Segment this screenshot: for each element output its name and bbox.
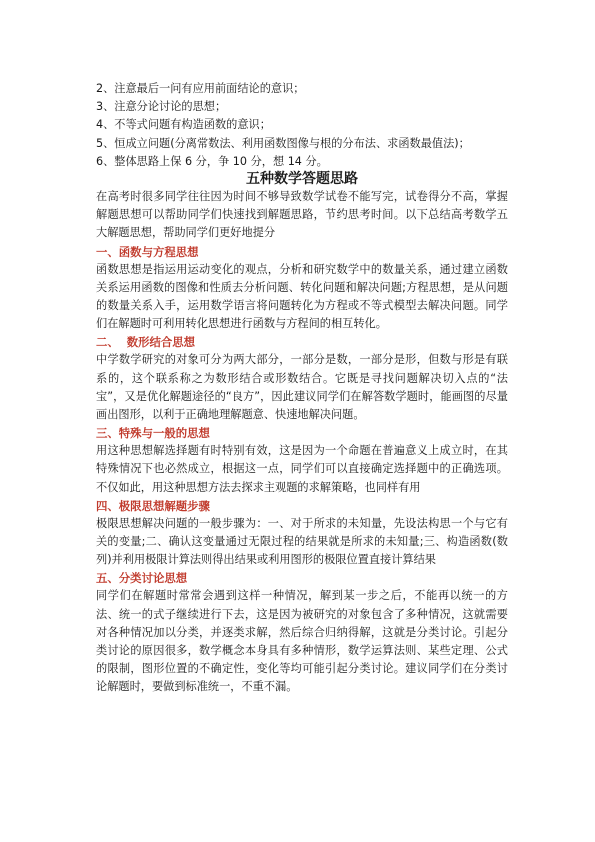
section-heading: 三、特殊与一般的思想 [96, 426, 210, 441]
section-classification [96, 569, 508, 696]
section-limit [96, 497, 508, 570]
section-body: 极限思想解决问题的一般步骤为：一、对于所求的未知量，先设法构思一个与它有关的变量;二、确认这变量通过无限过程的结果就是所求的未知量;三、构造函数(数列)并利用极限计算法则得出结果或利用图形的极限位置直接计算结果 [96, 516, 508, 567]
section-number-shape [96, 333, 508, 424]
section-body: 函数思想是指运用运动变化的观点，分析和研究数学中的数量关系，通过建立函数关系运用函数的图像和性质去分析问题、转化问题和解决问题;方程思想，是从问题的数量关系入手，运用数学语言将问题转化为方程或不等式模型去解决问题。同学们在解题时可利用转化思想进行函数与方程间的相互转化。 [96, 262, 508, 331]
list-item: 2、注意最后一问有应用前面结论的意识； [96, 82, 305, 95]
numbered-list [96, 80, 508, 171]
section-heading: 二、 数形结合思想 [96, 335, 196, 350]
section-heading: 一、函数与方程思想 [96, 244, 199, 259]
section-special-general [96, 424, 508, 497]
section-body: 同学们在解题时常常会遇到这样一种情况，解到某一步之后，不能再以统一的方法、统一的式子继续进行下去，这是因为被研究的对象包含了多种情况，这就需要对各种情况加以分类，并逐类求解，然后综合归纳得解，这就是分类讨论。引起分类讨论的原因很多，数学概念本身具有多种情形，数学运算法则、某些定理、公式的限制，图形位置的不确定性，变化等均可能引起分类讨论。建议同学们在分类讨论解题时，要做到标准统一，不重不漏。 [96, 589, 508, 694]
section-body: 用这种思想解选择题有时特别有效，这是因为一个命题在普遍意义上成立时，在其特殊情况下也必然成立，根据这一点，同学们可以直接确定选择题中的正确选项。不仅如此，用这种思想方法去探求主观题的求解策略，也同样有用 [96, 444, 508, 494]
list-item: 6、整体思路上保 6 分，争 10 分，想 14 分。 [96, 154, 328, 168]
intro-paragraph: 在高考时很多同学往往因为时间不够导致数学试卷不能写完，试卷得分不高，掌握解题思想可以帮助同学们快速找到解题思路，节约思考时间。以下总结高考数学五大解题思想，帮助同学们更好地提分 [96, 190, 508, 240]
section-heading: 五、分类讨论思想 [96, 571, 188, 586]
list-item: 3、注意分论讨论的思想； [96, 100, 227, 114]
section-body: 中学数学研究的对象可分为两大部分，一部分是数，一部分是形，但数与形是有联系的，这个联系称之为数形结合或形数结合。它既是寻找问题解决切入点的“法宝”，又是优化解题途径的“良方”，因此建议同学们在解答数学题时，能画图的尽量画出图形，以利于正确地理解题意、快速地解决问题。 [96, 353, 508, 422]
page-title: 五种数学答题思路 [246, 171, 358, 188]
list-item: 5、恒成立问题(分离常数法、利用函数图像与根的分布法、求函数最值法)； [96, 136, 470, 150]
list-item: 4、不等式问题有构造函数的意识； [96, 118, 271, 132]
document-content [96, 80, 508, 697]
section-functions [96, 243, 508, 334]
section-heading: 四、极限思想解题步骤 [96, 498, 210, 513]
